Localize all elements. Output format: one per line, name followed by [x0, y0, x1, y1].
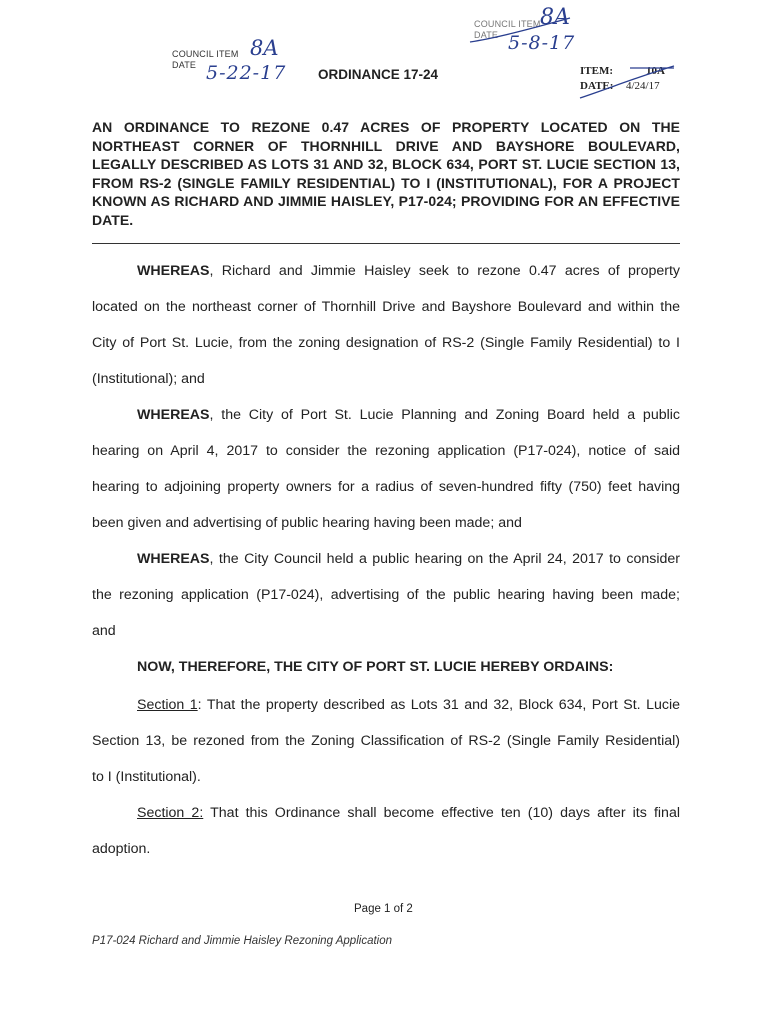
p3-line3: and — [92, 623, 116, 639]
p2-line4: been given and advertising of public hearing having been made; and — [92, 515, 522, 531]
p2-line1: WHEREAS, the City of Port St. Lucie Planning and Zoning Board held a public — [137, 407, 680, 423]
section2-line2: adoption. — [92, 841, 151, 857]
p3-line2: the rezoning application (P17-024), advertising of the public hearing having been made; — [92, 587, 680, 603]
handwritten-strokes-top — [466, 12, 576, 52]
handwritten-date-top: 5-8-17 — [508, 32, 576, 54]
handwritten-date-left: 5-22-17 — [206, 62, 287, 84]
p1-line1: WHEREAS, Richard and Jimmie Haisley seek to rezone 0.47 acres of property — [137, 263, 680, 279]
date-label-top: DATE — [474, 30, 499, 40]
p1-line2: located on the northeast corner of Thornhill Drive and Bayshore Boulevard and within the — [92, 299, 680, 315]
p1-line3: City of Port St. Lucie, from the zoning designation of RS-2 (Single Family Residential) to I — [92, 335, 680, 351]
ordinance-title: ORDINANCE 17-24 — [318, 67, 439, 82]
strike-through-marks — [570, 58, 680, 103]
handwritten-item-left: 8A — [250, 36, 279, 60]
p2-line2: hearing on April 4, 2017 to consider the rezoning application (P17-024), notice of said — [92, 443, 680, 459]
section1-line2: Section 13, be rezoned from the Zoning Classification of RS-2 (Single Family Residential) — [92, 733, 680, 749]
heading-divider — [92, 243, 680, 244]
section2-line1: Section 2: That this Ordinance shall become effective ten (10) days after its final — [137, 805, 680, 821]
council-item-label-left: COUNCIL ITEM — [172, 49, 239, 59]
council-item-label-top: COUNCIL ITEM — [474, 19, 541, 29]
date-label-left: DATE — [172, 60, 197, 70]
p3-line1: WHEREAS, the City Council held a public hearing on the April 24, 2017 to consider — [137, 551, 680, 567]
handwritten-item-top: 8A — [540, 5, 570, 30]
date-label: DATE: — [580, 80, 614, 92]
ordinance-heading: AN ORDINANCE TO REZONE 0.47 ACRES OF PROPERTY LOCATED ON THE NORTHEAST CORNER OF THORNHILL DRIVE AND BAYSHORE BOULEVARD, LEGALLY DESCRIBED AS LOTS 31 AND 32, BLOCK 634, PORT ST. LUCIE SECTION 13, FROM RS-2 (SINGLE FAMILY RESIDENTIAL) TO I (INSTITUTIONAL), FOR A PROJECT KNOWN AS RICHARD AND JIMMIE HAISLEY, P17-024; PROVIDING FOR AN EFFECTIVE DATE. — [92, 119, 680, 228]
item-value: 10A — [646, 65, 665, 77]
ordains-statement: NOW, THEREFORE, THE CITY OF PORT ST. LUCIE HEREBY ORDAINS: — [137, 659, 614, 675]
item-label: ITEM: — [580, 65, 613, 77]
p1-line4: (Institutional); and — [92, 371, 205, 387]
p2-line3: hearing to adjoining property owners for a radius of seven-hundred fifty (750) feet having — [92, 479, 680, 495]
page-number: Page 1 of 2 — [354, 903, 413, 915]
section1-line3: to I (Institutional). — [92, 769, 201, 785]
section1-line1: Section 1: That the property described as Lots 31 and 32, Block 634, Port St. Lucie — [137, 697, 680, 713]
footer-document-reference: P17-024 Richard and Jimmie Haisley Rezoning Application — [92, 935, 393, 947]
date-value: 4/24/17 — [626, 80, 660, 92]
